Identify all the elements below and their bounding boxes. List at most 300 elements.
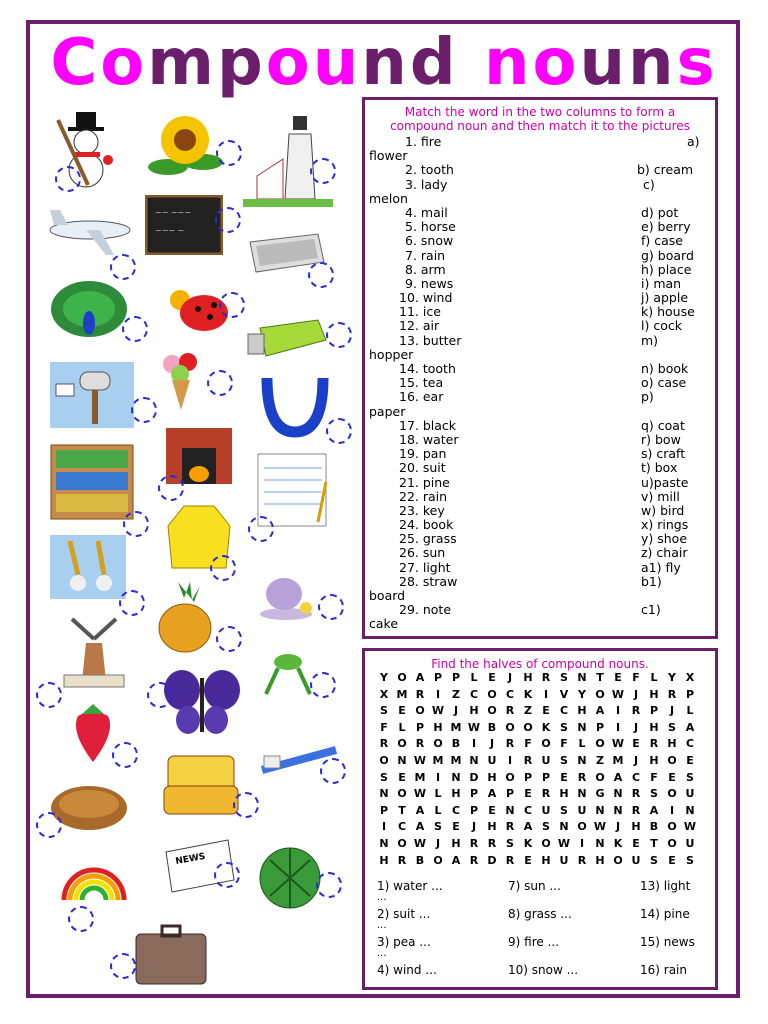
grid-letter[interactable]: O	[505, 720, 515, 734]
grid-letter[interactable]: H	[469, 704, 479, 718]
grid-letter[interactable]: C	[469, 687, 479, 701]
grid-letter[interactable]: N	[469, 753, 479, 767]
answer-circle[interactable]	[119, 590, 145, 616]
grid-letter[interactable]: R	[505, 737, 515, 751]
wordsearch-question: 10) snow ...	[508, 963, 579, 977]
grid-letter[interactable]: A	[451, 853, 461, 867]
answer-circle[interactable]	[326, 322, 352, 348]
grid-letter[interactable]: R	[397, 853, 407, 867]
grid-letter[interactable]: N	[577, 753, 587, 767]
grid-letter[interactable]: J	[507, 671, 513, 684]
grid-letter[interactable]: O	[595, 687, 605, 701]
grid-letter[interactable]: F	[650, 770, 658, 784]
grid-letter[interactable]: H	[541, 853, 551, 867]
grid-letter[interactable]: C	[451, 803, 461, 817]
grid-letter[interactable]: K	[523, 836, 533, 850]
grid-row	[375, 704, 699, 721]
match-row	[365, 490, 715, 504]
answer-circle[interactable]	[207, 370, 233, 396]
grid-letter[interactable]: Z	[452, 687, 460, 701]
match-right-word: p)	[641, 389, 654, 405]
wordsearch-question: 3) pea ...	[377, 935, 431, 949]
grid-letter[interactable]: R	[577, 853, 587, 867]
grid-letter[interactable]: O	[667, 836, 677, 850]
grid-letter[interactable]: J	[435, 836, 441, 850]
grid-letter[interactable]: R	[631, 803, 641, 817]
armchair-icon	[162, 752, 240, 822]
match-row	[365, 149, 715, 163]
grid-letter[interactable]: C	[397, 820, 407, 834]
answer-circle[interactable]	[36, 812, 62, 838]
grid-letter[interactable]: T	[650, 836, 658, 850]
grid-letter[interactable]: M	[414, 770, 426, 784]
grid-letter[interactable]: J	[633, 687, 639, 701]
grid-letter[interactable]: Y	[380, 671, 388, 684]
grid-letter[interactable]: I	[435, 687, 441, 701]
answer-circle[interactable]	[110, 953, 136, 979]
grid-letter[interactable]: H	[595, 853, 605, 867]
grid-letter[interactable]: O	[397, 836, 407, 850]
grid-letter[interactable]: F	[632, 671, 640, 684]
grid-letter[interactable]: E	[632, 737, 640, 751]
answer-circle[interactable]	[215, 207, 241, 233]
grid-letter[interactable]: H	[631, 820, 641, 834]
match-row	[365, 263, 715, 277]
grid-letter[interactable]: T	[596, 671, 604, 684]
grid-letter[interactable]: R	[415, 687, 425, 701]
grid-letter[interactable]: U	[631, 853, 641, 867]
grid-letter[interactable]: N	[577, 671, 587, 684]
grid-letter[interactable]: R	[577, 770, 587, 784]
grid-letter[interactable]: O	[613, 853, 623, 867]
match-left-word: hopper	[369, 346, 414, 362]
answer-circle[interactable]	[316, 872, 342, 898]
answer-circle[interactable]	[147, 682, 173, 708]
match-row	[365, 603, 715, 617]
grid-letter[interactable]: S	[560, 671, 568, 684]
match-left-word: 29. note	[399, 602, 452, 618]
grid-letter[interactable]: L	[434, 787, 442, 801]
grid-letter[interactable]: P	[523, 770, 533, 784]
grid-letter[interactable]: P	[469, 803, 479, 817]
grid-letter[interactable]: P	[685, 687, 695, 701]
answer-circle[interactable]	[122, 316, 148, 342]
answer-circle[interactable]	[216, 626, 242, 652]
grid-letter[interactable]: P	[505, 787, 515, 801]
match-row	[365, 305, 715, 319]
grid-letter[interactable]: U	[559, 853, 569, 867]
grid-letter[interactable]: E	[668, 853, 676, 867]
grid-letter[interactable]: M	[432, 753, 444, 767]
grid-letter[interactable]: S	[434, 820, 442, 834]
grid-letter[interactable]: Z	[524, 704, 532, 718]
grid-letter[interactable]: W	[413, 753, 427, 767]
grid-letter[interactable]: E	[614, 671, 622, 684]
match-right-word: j) apple	[641, 290, 689, 306]
grid-letter[interactable]: I	[507, 753, 513, 767]
grid-letter[interactable]: U	[541, 753, 551, 767]
grid-letter[interactable]: S	[686, 853, 694, 867]
grid-letter[interactable]: A	[487, 787, 497, 801]
match-row	[365, 277, 715, 291]
grid-letter[interactable]: E	[398, 704, 406, 718]
grid-letter[interactable]: Y	[578, 687, 586, 701]
ice-cream-icon	[158, 350, 208, 412]
grid-letter[interactable]: R	[505, 704, 515, 718]
rainbow-icon	[56, 860, 132, 908]
grid-letter[interactable]: O	[397, 737, 407, 751]
grid-letter[interactable]: S	[668, 720, 676, 734]
answer-circle[interactable]	[248, 516, 274, 542]
grid-letter[interactable]: U	[541, 803, 551, 817]
grid-letter[interactable]: I	[669, 803, 675, 817]
grid-letter[interactable]: E	[560, 770, 568, 784]
grid-letter[interactable]: Z	[596, 753, 604, 767]
grid-letter[interactable]: K	[541, 720, 551, 734]
match-left-word: 18. water	[399, 431, 459, 447]
match-left-word: 25. grass	[399, 531, 457, 547]
wordsearch-question: 9) fire ...	[508, 935, 559, 949]
grid-letter[interactable]: E	[632, 836, 640, 850]
grid-letter[interactable]: C	[523, 803, 533, 817]
grid-letter[interactable]: I	[543, 687, 549, 701]
grid-letter[interactable]: P	[595, 720, 605, 734]
grid-letter[interactable]: F	[560, 737, 568, 751]
grid-letter[interactable]: R	[541, 671, 551, 684]
wordsearch-question: 8) grass ...	[508, 907, 572, 921]
match-row	[365, 433, 715, 447]
grid-letter[interactable]: D	[469, 770, 479, 784]
grid-letter[interactable]: E	[668, 770, 676, 784]
grid-letter[interactable]: R	[487, 836, 497, 850]
grid-letter[interactable]: M	[450, 753, 462, 767]
answer-circle[interactable]	[55, 166, 81, 192]
grid-letter[interactable]: T	[398, 803, 406, 817]
grid-letter[interactable]: C	[685, 737, 695, 751]
grid-letter[interactable]: F	[380, 720, 388, 734]
match-left-word: 1. fire	[405, 134, 442, 149]
grid-letter[interactable]: W	[557, 836, 571, 850]
grid-letter[interactable]: M	[396, 687, 408, 701]
grid-letter[interactable]: A	[415, 820, 425, 834]
mailbox-icon	[50, 362, 134, 428]
grid-letter[interactable]: S	[560, 803, 568, 817]
grid-letter[interactable]: L	[650, 671, 658, 684]
grid-letter[interactable]: W	[413, 787, 427, 801]
grid-letter[interactable]: U	[685, 787, 695, 801]
grid-letter[interactable]: W	[683, 820, 697, 834]
grid-letter[interactable]: W	[431, 704, 445, 718]
match-row	[365, 546, 715, 560]
grid-letter[interactable]: P	[541, 770, 551, 784]
grid-letter[interactable]: R	[649, 737, 659, 751]
match-row	[365, 163, 715, 177]
grid-letter[interactable]: O	[505, 770, 515, 784]
grid-letter[interactable]: O	[541, 737, 551, 751]
answer-circle[interactable]	[68, 906, 94, 932]
grid-letter[interactable]: W	[611, 687, 625, 701]
grid-letter[interactable]: O	[577, 820, 587, 834]
grid-letter[interactable]: C	[631, 770, 641, 784]
grid-letter[interactable]: H	[451, 836, 461, 850]
grid-letter[interactable]: P	[379, 803, 389, 817]
grid-letter[interactable]: N	[379, 836, 389, 850]
grid-letter[interactable]: E	[542, 704, 550, 718]
grid-letter[interactable]: K	[523, 687, 533, 701]
grid-letter[interactable]: O	[397, 787, 407, 801]
grid-letter[interactable]: O	[595, 770, 605, 784]
match-right-word: w) bird	[641, 502, 685, 518]
teapot-icon	[256, 560, 318, 622]
grid-letter[interactable]: N	[379, 787, 389, 801]
grid-letter[interactable]: O	[523, 720, 533, 734]
grid-letter[interactable]: E	[524, 853, 532, 867]
grid-letter[interactable]: B	[451, 737, 461, 751]
grid-letter[interactable]: H	[649, 720, 659, 734]
grid-letter[interactable]: L	[398, 720, 406, 734]
grid-letter[interactable]: X	[379, 687, 389, 701]
grid-letter[interactable]: O	[397, 671, 407, 684]
match-left-word: 15. tea	[399, 375, 444, 391]
bookcase-icon	[50, 444, 134, 520]
grid-letter[interactable]: U	[685, 836, 695, 850]
grid-letter[interactable]: V	[559, 687, 569, 701]
matching-list	[365, 135, 715, 632]
grid-letter[interactable]: L	[470, 671, 478, 684]
grid-letter[interactable]: H	[649, 687, 659, 701]
match-left-word: board	[369, 588, 406, 603]
grid-letter[interactable]: H	[577, 704, 587, 718]
grid-letter[interactable]: B	[487, 720, 497, 734]
answer-circle[interactable]	[158, 475, 184, 501]
grid-letter[interactable]: H	[487, 770, 497, 784]
grid-letter[interactable]: N	[595, 803, 605, 817]
grid-letter[interactable]: E	[686, 753, 694, 767]
grid-letter[interactable]: R	[505, 820, 515, 834]
grid-letter[interactable]: A	[613, 770, 623, 784]
grid-letter[interactable]: R	[631, 704, 641, 718]
grid-letter[interactable]: O	[541, 836, 551, 850]
answer-circle[interactable]	[310, 158, 336, 184]
grid-letter[interactable]: S	[560, 753, 568, 767]
grid-letter[interactable]: B	[415, 853, 425, 867]
grid-letter[interactable]: P	[469, 787, 479, 801]
grid-letter[interactable]: A	[595, 704, 605, 718]
grid-letter[interactable]: N	[685, 803, 695, 817]
grid-letter[interactable]: P	[433, 671, 443, 684]
grid-letter[interactable]: H	[649, 753, 659, 767]
grid-letter[interactable]: A	[415, 803, 425, 817]
match-left-word: 11. ice	[399, 304, 441, 320]
answer-circle[interactable]	[123, 511, 149, 537]
grid-letter[interactable]: E	[524, 787, 532, 801]
strawberry-icon	[68, 702, 118, 764]
grid-letter[interactable]: O	[379, 753, 389, 767]
grid-letter[interactable]: H	[523, 671, 533, 684]
grid-letter[interactable]: R	[415, 737, 425, 751]
grid-row	[375, 671, 699, 688]
grid-letter[interactable]: P	[649, 704, 659, 718]
grid-letter[interactable]: G	[595, 787, 605, 801]
grid-letter[interactable]: N	[577, 787, 587, 801]
grid-letter[interactable]: R	[505, 853, 515, 867]
match-right-word: b) cream	[637, 162, 694, 178]
answer-circle[interactable]	[219, 292, 245, 318]
grid-letter[interactable]: O	[667, 787, 677, 801]
grid-letter[interactable]: J	[633, 753, 639, 767]
grid-letter[interactable]: C	[505, 687, 515, 701]
grid-letter[interactable]: U	[577, 803, 587, 817]
grid-letter[interactable]: E	[488, 671, 496, 684]
grid-letter[interactable]: Y	[668, 671, 676, 684]
answer-circle[interactable]	[110, 254, 136, 280]
grid-letter[interactable]: J	[471, 820, 477, 834]
grid-letter[interactable]: E	[488, 803, 496, 817]
grid-letter[interactable]: O	[433, 853, 443, 867]
answer-circle[interactable]	[318, 594, 344, 620]
answer-circle[interactable]	[326, 418, 352, 444]
grid-letter[interactable]: O	[667, 753, 677, 767]
grid-letter[interactable]: E	[452, 820, 460, 834]
grid-letter[interactable]: B	[649, 820, 659, 834]
match-left-word: cake	[369, 616, 399, 632]
grid-letter[interactable]: J	[489, 737, 495, 751]
grid-letter[interactable]: I	[579, 836, 585, 850]
match-row	[365, 135, 715, 149]
grid-letter[interactable]: H	[433, 720, 443, 734]
grid-letter[interactable]: H	[667, 737, 677, 751]
answer-circle[interactable]	[310, 672, 336, 698]
grid-letter[interactable]: P	[415, 720, 425, 734]
grid-letter[interactable]: O	[487, 704, 497, 718]
match-left-word: 5. horse	[405, 219, 456, 235]
match-right-word: k) house	[641, 304, 695, 320]
answer-circle[interactable]	[131, 397, 157, 423]
title-part: ou	[265, 26, 362, 100]
grid-letter[interactable]: D	[487, 853, 497, 867]
grid-letter[interactable]: O	[415, 704, 425, 718]
match-right-word: c)	[643, 176, 655, 192]
answer-circle[interactable]	[36, 682, 62, 708]
grid-letter[interactable]: J	[633, 720, 639, 734]
grid-letter[interactable]: N	[595, 836, 605, 850]
answer-circle[interactable]	[210, 555, 236, 581]
match-left-word: 7. rain	[405, 247, 446, 263]
grid-letter[interactable]: H	[451, 787, 461, 801]
grid-letter[interactable]: W	[413, 836, 427, 850]
match-right-word: m)	[641, 332, 659, 348]
grid-letter[interactable]: R	[379, 737, 389, 751]
grid-letter[interactable]: S	[560, 720, 568, 734]
grid-letter[interactable]: R	[523, 753, 533, 767]
match-right-word: t) box	[641, 460, 678, 476]
grid-letter[interactable]: I	[381, 820, 387, 834]
grid-letter[interactable]: L	[434, 803, 442, 817]
grid-letter[interactable]: N	[613, 787, 623, 801]
grid-letter[interactable]: L	[578, 737, 586, 751]
grid-letter[interactable]: I	[615, 704, 621, 718]
title-part: mp	[147, 26, 266, 100]
svg-text:~~~ ~: ~~~ ~	[155, 226, 185, 235]
grid-letter[interactable]: I	[615, 720, 621, 734]
match-row	[365, 405, 715, 419]
grid-letter[interactable]: A	[415, 671, 425, 684]
grid-letter[interactable]: U	[487, 753, 497, 767]
grid-letter[interactable]: S	[542, 820, 550, 834]
grid-letter[interactable]: S	[686, 770, 694, 784]
grid-letter[interactable]: R	[541, 787, 551, 801]
grid-letter[interactable]: H	[379, 853, 389, 867]
grid-letter[interactable]: N	[613, 803, 623, 817]
grid-letter[interactable]: H	[559, 787, 569, 801]
grid-letter[interactable]: A	[685, 720, 695, 734]
grid-letter[interactable]: S	[380, 704, 388, 718]
answer-circle[interactable]	[233, 792, 259, 818]
grid-letter[interactable]: O	[667, 820, 677, 834]
match-row	[365, 249, 715, 263]
grid-letter[interactable]: E	[398, 770, 406, 784]
grid-letter[interactable]: R	[469, 836, 479, 850]
grid-letter[interactable]: I	[435, 770, 441, 784]
grid-letter[interactable]: N	[559, 820, 569, 834]
grid-letter[interactable]: R	[667, 687, 677, 701]
grid-letter[interactable]: A	[523, 820, 533, 834]
answer-circle[interactable]	[216, 140, 242, 166]
grid-letter[interactable]: M	[450, 720, 462, 734]
grid-letter[interactable]: M	[612, 753, 624, 767]
grid-letter[interactable]: W	[467, 720, 481, 734]
grid-row	[375, 787, 699, 804]
grid-letter[interactable]: L	[686, 704, 694, 718]
grid-letter[interactable]: F	[524, 737, 532, 751]
answer-circle[interactable]	[214, 862, 240, 888]
match-left-word: 3. lady	[405, 176, 448, 192]
grid-letter[interactable]: S	[506, 836, 514, 850]
grid-letter[interactable]: N	[397, 753, 407, 767]
grid-letter[interactable]: W	[611, 737, 625, 751]
grid-letter[interactable]: S	[650, 787, 658, 801]
grid-letter[interactable]: H	[487, 820, 497, 834]
match-row	[365, 376, 715, 390]
grid-letter[interactable]: S	[380, 770, 388, 784]
grid-letter[interactable]: N	[577, 720, 587, 734]
answer-circle[interactable]	[320, 758, 346, 784]
grid-letter[interactable]: O	[487, 687, 497, 701]
grid-letter[interactable]: A	[649, 803, 659, 817]
grid-letter[interactable]: J	[453, 704, 459, 718]
grid-letter[interactable]: O	[433, 737, 443, 751]
grid-letter[interactable]: J	[669, 704, 675, 718]
wordsearch-box	[362, 648, 718, 990]
match-right-word: q) coat	[641, 417, 685, 433]
grid-letter[interactable]: I	[471, 737, 477, 751]
grid-letter[interactable]: J	[615, 820, 621, 834]
grid-letter[interactable]: X	[685, 671, 695, 684]
grid-letter[interactable]: W	[593, 820, 607, 834]
grid-letter[interactable]: R	[469, 853, 479, 867]
grid-letter[interactable]: O	[595, 737, 605, 751]
grid-letter[interactable]: P	[451, 671, 461, 684]
grid-letter[interactable]: C	[559, 704, 569, 718]
grid-row	[375, 721, 699, 738]
grid-letter[interactable]: N	[505, 803, 515, 817]
answer-circle[interactable]	[112, 742, 138, 768]
answer-circle[interactable]	[308, 262, 334, 288]
grid-letter[interactable]: R	[631, 787, 641, 801]
grid-letter[interactable]: N	[451, 770, 461, 784]
grid-letter[interactable]: K	[613, 836, 623, 850]
grid-letter[interactable]: S	[650, 853, 658, 867]
